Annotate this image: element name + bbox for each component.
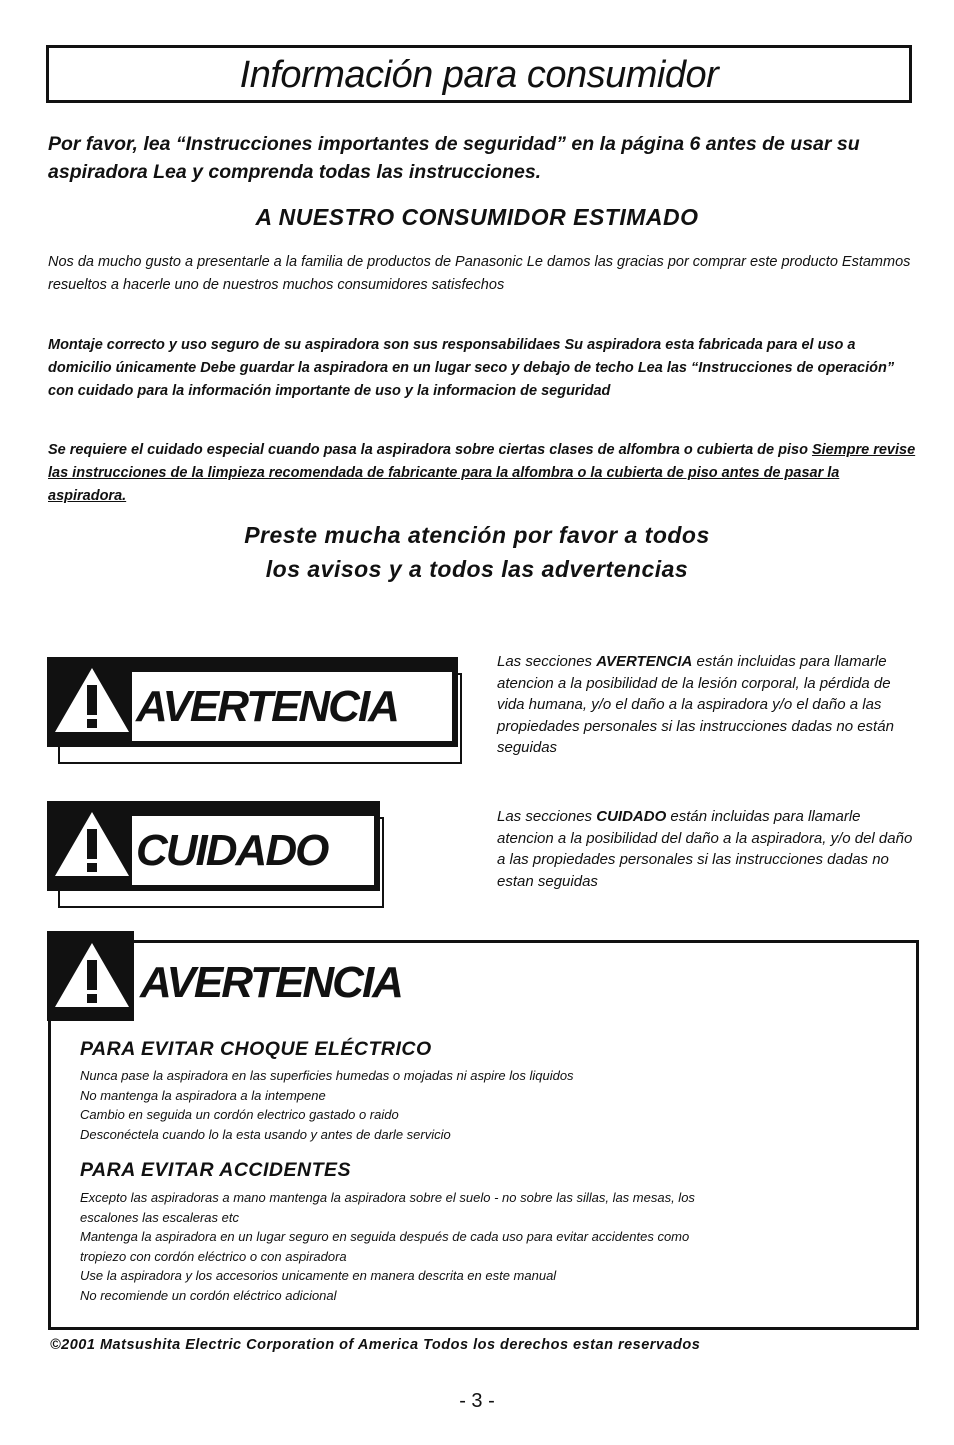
intro-text: Por favor, lea “Instrucciones importantes de seguridad” en la página 6 antes de usar su aspiradora Lea y comprenda todas las instrucciones.	[48, 133, 860, 183]
list-item: Desconéctela cuando lo la esta usando y antes de darle servicio	[80, 1126, 451, 1142]
caution-desc-post: están incluidas para llamarle atencion a la posibilidad del daño a la aspiradora, y/o del daño a las propiedades personales si las instrucciones dadas no estan seguidas	[497, 808, 913, 890]
dear-heading: A NUESTRO CONSUMIDOR ESTIMADO	[255, 204, 699, 230]
list-item: No mantenga la aspiradora a la intempene	[80, 1087, 326, 1103]
big-warning-label: AVERTENCIA	[140, 958, 402, 1007]
list-item: Cambio en seguida un cordón electrico gastado o raido	[80, 1107, 399, 1122]
list-item: escalones las escaleras etc	[80, 1209, 239, 1225]
list-item: tropiezo con cordón eléctrico o con aspiradora	[80, 1248, 347, 1264]
list-item: No recomiende un cordón eléctrico adicional	[80, 1287, 337, 1303]
list-item: Nunca pase la aspiradora en las superficies humedas o mojadas ni aspire los liquidos	[80, 1068, 574, 1083]
care-text-plain: Se requiere el cuidado especial cuando pasa la aspiradora sobre ciertas clases de alfombra o cubierta de piso	[48, 442, 812, 458]
caution-desc-word: CUIDADO	[596, 808, 667, 825]
caution-label: CUIDADO	[136, 825, 328, 875]
warning-desc-pre: Las secciones	[497, 653, 597, 670]
big-warning-triangle-icon	[52, 940, 132, 1010]
page-title: Información para consumidor	[239, 54, 719, 96]
caution-desc-pre: Las secciones	[497, 808, 597, 825]
notice-line-1: Preste mucha atención por favor a todos	[244, 522, 710, 548]
care-text-underlined: Siempre revise las instrucciones de la limpieza recomendada de fabricante para la alfombra o la cubierta de piso antes de pasar la aspiradora.	[48, 442, 916, 504]
warning-triangle-icon	[52, 665, 132, 735]
copyright-footer: ©2001 Matsushita Electric Corporation of America Todos los derechos estan reservados	[50, 1337, 701, 1353]
warning-label: AVERTENCIA	[136, 681, 398, 731]
list-item: Mantenga la aspiradora en un lugar seguro en seguida después de cada uso para evitar accidentes como	[80, 1229, 690, 1244]
big-warning-label-area	[136, 958, 402, 1008]
caution-description	[497, 806, 917, 892]
list-item: Excepto las aspiradoras a mano mantenga la aspiradora sobre el suelo - no sobre las sillas, las mesas, los	[80, 1190, 695, 1205]
warning-desc-word: AVERTENCIA	[596, 653, 693, 670]
dear-text: Nos da mucho gusto a presentarle a la familia de productos de Panasonic Le damos las gracias por comprar este producto Estammos resueltos a hacerle uno de nuestros muchos consumidores satisfechos	[48, 254, 911, 293]
list-item: Use la aspiradora y los accesorios unicamente en manera descrita en este manual	[80, 1268, 557, 1283]
caution-panel-label-area	[132, 816, 374, 885]
warning-panel-label-area	[132, 672, 452, 741]
responsibility-text: Montaje correcto y uso seguro de su aspiradora son sus responsabilidaes Su aspiradora esta fabricada para el uso a domicilio únicamente Debe guardar la aspiradora en un lugar seco y debajo de techo Lea las “Instrucciones de operación” con cuidado para la información importante de uso y la informacion de seguridad	[48, 337, 895, 399]
page-number: - 3 -	[459, 1390, 495, 1412]
section-accidents-heading: PARA EVITAR ACCIDENTES	[80, 1159, 352, 1181]
section-electric-shock-list	[80, 1066, 900, 1144]
caution-triangle-icon	[52, 809, 132, 879]
notice-line-2: los avisos y a todos las advertencias	[265, 556, 689, 582]
warning-desc-post: están incluidas para llamarle atencion a la posibilidad de la lesión corporal, la pérdida de vida humana, y/o el daño a la aspiradora y/o el daño a las propiedades personales si las instrucciones dadas no están seguidas	[497, 653, 894, 756]
care-text	[48, 439, 916, 508]
section-accidents-list	[80, 1188, 900, 1305]
section-electric-shock-heading: PARA EVITAR CHOQUE ELÉCTRICO	[80, 1038, 432, 1060]
title-box	[46, 45, 912, 103]
warning-description	[497, 651, 917, 759]
